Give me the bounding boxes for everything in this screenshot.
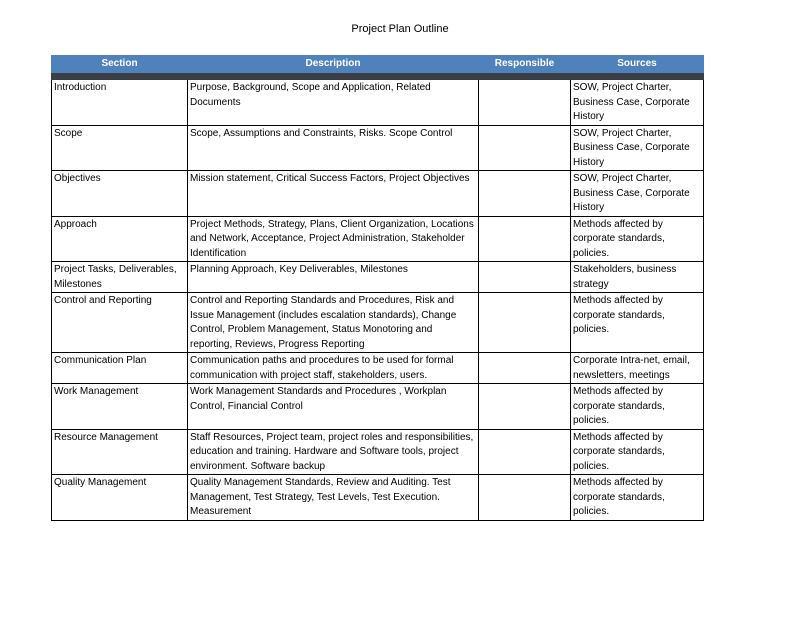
sources-cell[interactable]: Stakeholders, business strategy bbox=[571, 262, 704, 293]
sources-cell[interactable]: Methods affected by corporate standards, policies. bbox=[571, 429, 704, 475]
description-cell[interactable]: Mission statement, Critical Success Factors, Project Objectives bbox=[188, 171, 479, 217]
responsible-cell[interactable] bbox=[479, 475, 571, 521]
section-cell[interactable]: Communication Plan bbox=[52, 353, 188, 384]
section-cell[interactable]: Control and Reporting bbox=[52, 293, 188, 353]
column-header-sources: Sources bbox=[571, 56, 704, 73]
section-cell[interactable]: Introduction bbox=[52, 80, 188, 126]
header-band bbox=[52, 73, 704, 80]
section-cell[interactable]: Scope bbox=[52, 125, 188, 171]
sources-cell[interactable]: Methods affected by corporate standards, policies. bbox=[571, 384, 704, 430]
section-cell[interactable]: Objectives bbox=[52, 171, 188, 217]
section-cell[interactable]: Project Tasks, Deliverables, Milestones bbox=[52, 262, 188, 293]
header-row bbox=[52, 56, 704, 73]
description-cell[interactable]: Staff Resources, Project team, project roles and responsibilities, education and training. Hardware and Software tools, project environment. Software backup bbox=[188, 429, 479, 475]
sources-cell[interactable]: Corporate Intra-net, email, newsletters, meetings bbox=[571, 353, 704, 384]
sources-cell[interactable]: SOW, Project Charter, Business Case, Corporate History bbox=[571, 171, 704, 217]
responsible-cell[interactable] bbox=[479, 262, 571, 293]
description-cell[interactable]: Scope, Assumptions and Constraints, Risks. Scope Control bbox=[188, 125, 479, 171]
page-title: Project Plan Outline bbox=[351, 23, 449, 35]
table-row bbox=[52, 216, 704, 262]
section-cell[interactable]: Resource Management bbox=[52, 429, 188, 475]
responsible-cell[interactable] bbox=[479, 293, 571, 353]
sources-cell[interactable]: SOW, Project Charter, Business Case, Corporate History bbox=[571, 125, 704, 171]
description-cell[interactable]: Planning Approach, Key Deliverables, Milestones bbox=[188, 262, 479, 293]
responsible-cell[interactable] bbox=[479, 353, 571, 384]
sources-cell[interactable]: Methods affected by corporate standards, policies. bbox=[571, 293, 704, 353]
table-row bbox=[52, 293, 704, 353]
sources-cell[interactable]: SOW, Project Charter, Business Case, Corporate History bbox=[571, 80, 704, 126]
table-row bbox=[52, 171, 704, 217]
table-row bbox=[52, 353, 704, 384]
responsible-cell[interactable] bbox=[479, 384, 571, 430]
responsible-cell[interactable] bbox=[479, 80, 571, 126]
table-row bbox=[52, 125, 704, 171]
column-header-responsible: Responsible bbox=[479, 56, 571, 73]
sources-cell[interactable]: Methods affected by corporate standards, policies. bbox=[571, 475, 704, 521]
section-cell[interactable]: Work Management bbox=[52, 384, 188, 430]
table-row bbox=[52, 429, 704, 475]
responsible-cell[interactable] bbox=[479, 216, 571, 262]
description-cell[interactable]: Work Management Standards and Procedures , Workplan Control, Financial Control bbox=[188, 384, 479, 430]
description-cell[interactable]: Communication paths and procedures to be used for formal communication with project staff, stakeholders, users. bbox=[188, 353, 479, 384]
section-cell[interactable]: Approach bbox=[52, 216, 188, 262]
project-plan-table bbox=[51, 55, 704, 521]
description-cell[interactable]: Project Methods, Strategy, Plans, Client Organization, Locations and Network, Acceptance, Project Administration, Stakeholder Identification bbox=[188, 216, 479, 262]
responsible-cell[interactable] bbox=[479, 171, 571, 217]
description-cell[interactable]: Control and Reporting Standards and Procedures, Risk and Issue Management (includes escalation standards), Change Control, Problem Management, Status Monotoring and reporting, Reviews, Progress Reporting bbox=[188, 293, 479, 353]
table-row bbox=[52, 384, 704, 430]
description-cell[interactable]: Quality Management Standards, Review and Auditing. Test Management, Test Strategy, Test Levels, Test Execution. Measurement bbox=[188, 475, 479, 521]
table-row bbox=[52, 262, 704, 293]
table-row bbox=[52, 475, 704, 521]
responsible-cell[interactable] bbox=[479, 429, 571, 475]
description-cell[interactable]: Purpose, Background, Scope and Application, Related Documents bbox=[188, 80, 479, 126]
responsible-cell[interactable] bbox=[479, 125, 571, 171]
column-header-description: Description bbox=[188, 56, 479, 73]
sources-cell[interactable]: Methods affected by corporate standards, policies. bbox=[571, 216, 704, 262]
column-header-section: Section bbox=[52, 56, 188, 73]
table-row bbox=[52, 80, 704, 126]
section-cell[interactable]: Quality Management bbox=[52, 475, 188, 521]
